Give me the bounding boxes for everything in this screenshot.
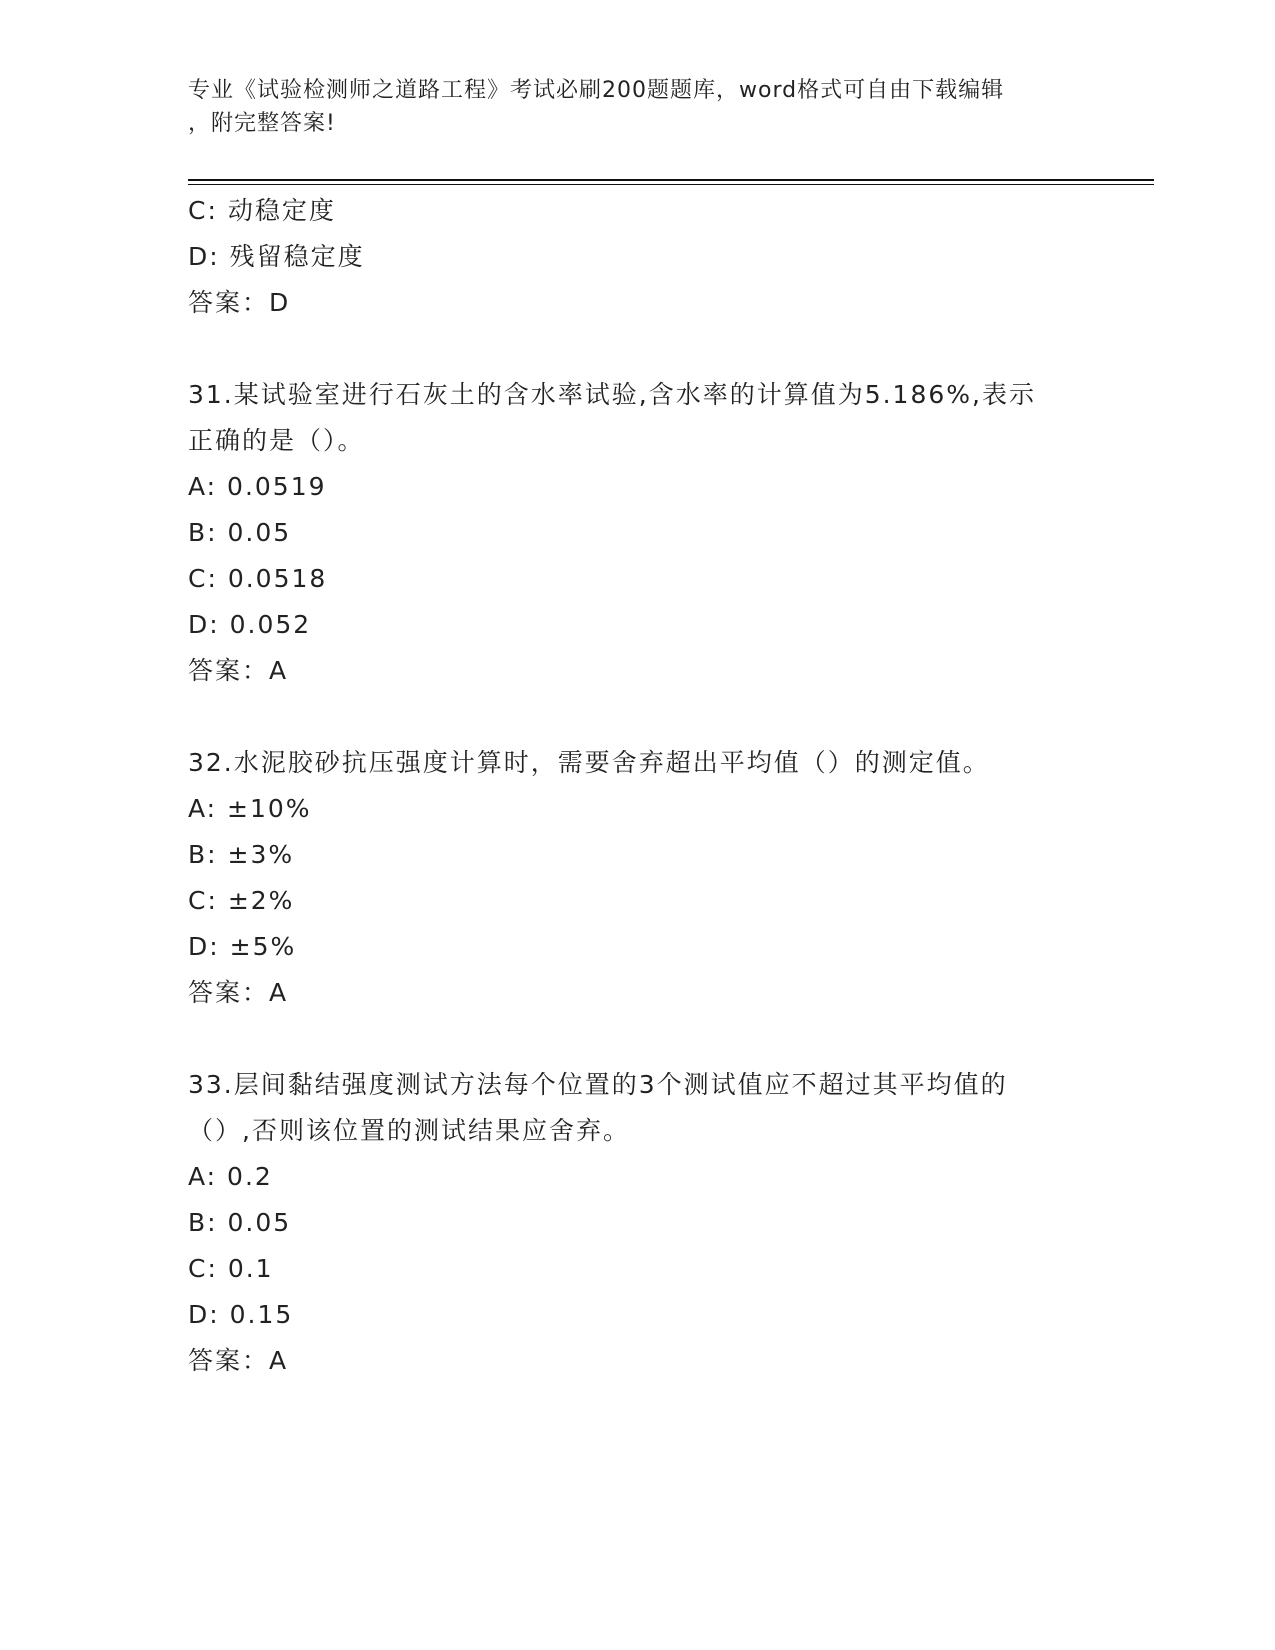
option-b: B: 0.05 bbox=[188, 1208, 292, 1237]
header-divider bbox=[188, 179, 1154, 185]
question-text-cont: （）,否则该位置的测试结果应舍弃。 bbox=[188, 1116, 630, 1145]
option-c: C: ±2% bbox=[188, 886, 295, 915]
option-d: D: ±5% bbox=[188, 932, 297, 961]
spacer bbox=[188, 1016, 1088, 1062]
option-c: C: 0.1 bbox=[188, 1254, 274, 1283]
answer-line: 答案：A bbox=[188, 978, 289, 1007]
option-d: D: 0.052 bbox=[188, 610, 312, 639]
spacer bbox=[188, 694, 1088, 740]
option-d: D: 0.15 bbox=[188, 1300, 294, 1329]
option-d: D: 残留稳定度 bbox=[188, 242, 365, 271]
document-body bbox=[188, 188, 1088, 1384]
answer-line: 答案：A bbox=[188, 656, 289, 685]
question-block-30-tail bbox=[188, 188, 1088, 326]
option-b: B: 0.05 bbox=[188, 518, 292, 547]
header-line-1: 专业《试验检测师之道路工程》考试必刷200题题库，word格式可自由下载编辑 bbox=[188, 78, 1005, 103]
question-text: 31.某试验室进行石灰土的含水率试验,含水率的计算值为5.186%,表示 bbox=[188, 380, 1036, 409]
option-c: C: 0.0518 bbox=[188, 564, 328, 593]
option-a: A: 0.0519 bbox=[188, 472, 327, 501]
option-b: B: ±3% bbox=[188, 840, 295, 869]
option-c: C: 动稳定度 bbox=[188, 196, 336, 225]
header-line-2: ，附完整答案! bbox=[188, 111, 336, 136]
question-text: 32.水泥胶砂抗压强度计算时，需要舍弃超出平均值（）的测定值。 bbox=[188, 748, 990, 777]
page-header bbox=[188, 74, 1088, 140]
question-text-cont: 正确的是（）。 bbox=[188, 426, 365, 455]
spacer bbox=[188, 326, 1088, 372]
question-text: 33.层间黏结强度测试方法每个位置的3个测试值应不超过其平均值的 bbox=[188, 1070, 1008, 1099]
option-a: A: ±10% bbox=[188, 794, 312, 823]
option-a: A: 0.2 bbox=[188, 1162, 273, 1191]
answer-line: 答案：A bbox=[188, 1346, 289, 1375]
question-block-32 bbox=[188, 740, 1088, 1016]
question-block-33 bbox=[188, 1062, 1088, 1384]
question-block-31 bbox=[188, 372, 1088, 694]
answer-line: 答案：D bbox=[188, 288, 291, 317]
